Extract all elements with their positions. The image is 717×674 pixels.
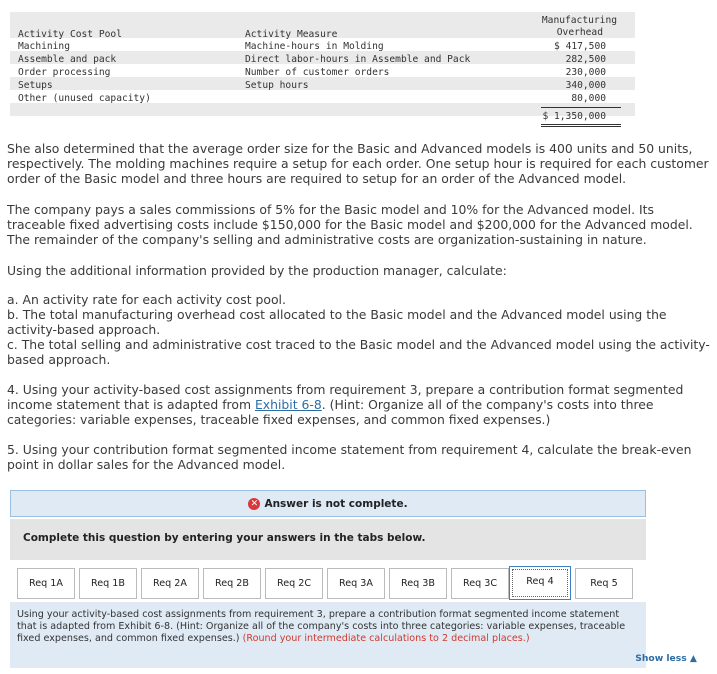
requirement-3-list (7, 292, 712, 367)
tab-req-2c[interactable]: Req 2C (265, 568, 323, 599)
error-x-icon: ✕ (248, 498, 260, 510)
measure-cell: Setup hours (245, 80, 309, 91)
tab-req-4[interactable]: Req 4 (509, 566, 571, 600)
paragraph-text: She also determined that the average order size for the Basic and Advanced models is 400 units and 50 units, respectively. The molding machines require a setup for each order. One setup hour is required for each customer order of the Basic model and three hours are required to setup for an order of the Advanced model. (7, 141, 709, 186)
exhibit-link[interactable]: Exhibit 6-8 (254, 397, 322, 412)
header-mo-line2: Overhead (556, 27, 603, 38)
requirement-3c: c. The total selling and administrative cost traced to the Basic model and the Advanced model using the activity-based approach. (7, 337, 710, 367)
tab-req-3b[interactable]: Req 3B (389, 568, 447, 599)
instruction-box (10, 519, 646, 560)
header-mo-line1: Manufacturing (541, 15, 617, 26)
requirement-3a: a. An activity rate for each activity cost pool. (7, 292, 286, 307)
amount-cell: 340,000 (565, 80, 606, 91)
pool-cell: Machining (18, 41, 70, 52)
requirement-tabs (10, 560, 646, 602)
tab-req-5[interactable]: Req 5 (575, 568, 633, 599)
requirement-3b: b. The total manufacturing overhead cost allocated to the Basic model and the Advanced model using the activity-based approach. (7, 307, 667, 337)
amount-cell: 230,000 (565, 67, 606, 78)
tab-req-1b[interactable]: Req 1B (79, 568, 137, 599)
total-rule-bottom (541, 124, 621, 125)
amount-cell: $ 417,500 (554, 41, 606, 52)
show-less-label: Show less (635, 653, 687, 664)
panel-instruction: Using your activity-based cost assignments from requirement 3, prepare a contribution format segmented income statement that is adapted from Exhibit 6-8. (Hint: Organize all of the company's costs into three categories: variable expenses, traceable fixed expenses, and common fixed expenses.) (17, 609, 626, 644)
pool-cell: Other (unused capacity) (18, 93, 151, 104)
amount-cell: 282,500 (565, 54, 606, 65)
paragraph-text: Using the additional information provided by the production manager, calculate: (7, 263, 507, 278)
panel-rounding-note: (Round your intermediate calculations to 2 decimal places.) (242, 633, 530, 644)
measure-cell: Direct labor-hours in Assemble and Pack (245, 54, 471, 65)
total-amount: $ 1,350,000 (542, 111, 606, 122)
paragraph-commissions (7, 202, 712, 247)
requirement-4 (7, 382, 712, 427)
tab-req-2b[interactable]: Req 2B (203, 568, 261, 599)
paragraph-instruction (7, 263, 712, 278)
tab-panel-req-4 (10, 602, 646, 668)
answer-status-banner (10, 490, 646, 517)
tab-req-2a[interactable]: Req 2A (141, 568, 199, 599)
tab-req-3a[interactable]: Req 3A (327, 568, 385, 599)
req4-text-before: 4. Using your activity-based cost assignments from requirement 3, prepare a contribution format segmented income statement that is adapted from (7, 382, 684, 412)
requirement-5-text: 5. Using your contribution format segmented income statement from requirement 4, calculate the break-even point in dollar sales for the Advanced model. (7, 442, 692, 472)
pool-cell: Order processing (18, 67, 111, 78)
paragraph-order-size (7, 141, 712, 186)
measure-cell: Machine-hours in Molding (245, 41, 384, 52)
header-pool: Activity Cost Pool (18, 29, 122, 40)
paragraph-text: The company pays a sales commissions of 5% for the Basic model and 10% for the Advanced model. Its traceable fixed advertising costs include $150,000 for the Basic model and $200,000 for the Advanced model. The remainder of the company's selling and administrative costs are organization-sustaining in nature. (7, 202, 693, 247)
answer-status-text: Answer is not complete. (264, 497, 408, 510)
requirement-5 (7, 442, 712, 472)
tab-req-1a[interactable]: Req 1A (17, 568, 75, 599)
total-rule-top (541, 107, 621, 108)
tab-req-3c[interactable]: Req 3C (451, 568, 509, 599)
requirement-4-text (7, 382, 712, 427)
activity-cost-table (10, 12, 635, 127)
measure-cell: Number of customer orders (245, 67, 390, 78)
caret-up-icon: ▲ (689, 653, 697, 664)
instruction-text: Complete this question by entering your answers in the tabs below. (23, 532, 426, 544)
header-measure: Activity Measure (245, 29, 338, 40)
pool-cell: Assemble and pack (18, 54, 117, 65)
total-rule-double (541, 126, 621, 127)
show-less-link[interactable] (635, 653, 697, 664)
pool-cell: Setups (18, 80, 53, 91)
amount-cell: 80,000 (571, 93, 606, 104)
total-row (10, 116, 635, 129)
req4-text-after: . (Hint: Organize all of the company's costs into three categories: variable expenses, traceable fixed expenses, and common fixed expenses.) (7, 397, 654, 427)
